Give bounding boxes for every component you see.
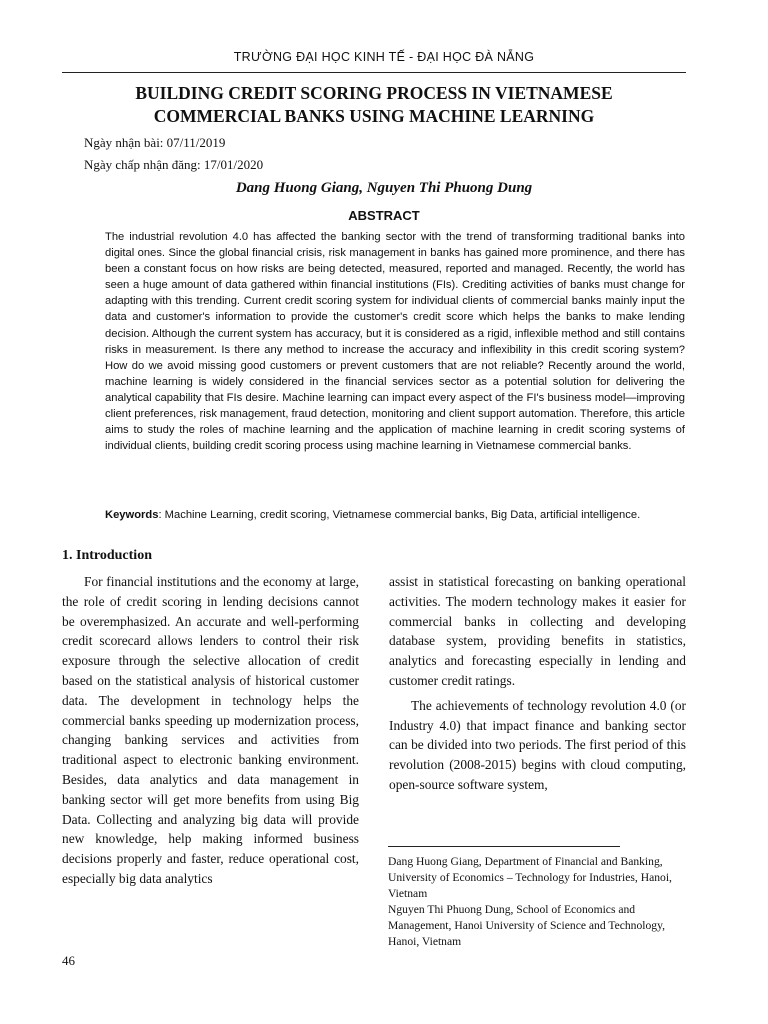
right-column [389,572,686,800]
abstract-body: The industrial revolution 4.0 has affected the banking sector with the trend of transforming traditional banks into digital ones. Since the global financial crisis, risk management in banks has gained more prominence, and there has been a constant focus on how risks are being detected, measured, reported and managed. Recently, the world has seen a huge amount of data gathered within financial institutions (FIs). Crediting activities of banks must change for adapting with this trending. Current credit scoring system for individual clients of commercial banks mainly input the data and customer's information to provide the customer's credit score which helps the banks to make lending decision. Although the current system has accuracy, but it is considered as a rigid, inflexible method and still contains risks in measurement. Is there any method to increase the accuracy and inflexibility in this credit scoring system? How do we avoid missing good customers or prevent customers that are not reliable? Recently around the world, machine learning is widely considered in the financial services sector as a potential solution for delivering the analytical capability that FIs desire. Machine learning can impact every aspect of the FI's business model—improving client preferences, risk management, fraud detection, monitoring and client support automation. Therefore, this article aims to study the roles of machine learning and the application of machine learning in credit scoring systems of individual clients, building credit scoring process using machine learning in Vietnamese commercial banks. [105,231,685,453]
keywords [105,507,685,523]
footnote-rule [388,846,620,847]
author-list: Dang Huong Giang, Nguyen Thi Phuong Dung [235,180,533,196]
keywords-text: : Machine Learning, credit scoring, Vietnamese commercial banks, Big Data, artificial intelligence. [158,509,641,521]
title-line-2: COMMERCIAL BANKS USING MACHINE LEARNING [153,106,595,126]
intro-paragraph-2: The achievements of technology revolution 4.0 (or Industry 4.0) that impact finance and banking sector can be divided into two periods. The first period of this revolution (2008-2015) begins with cloud computing, open-source software system, [389,697,686,792]
intro-paragraph-1: For financial institutions and the economy at large, the role of credit scoring in lending decisions cannot be overemphasized. An accurate and well-performing credit scorecard allows lenders to control their risk exposure through the selective allocation of credit based on the statistical analysis of historical customer data. The development in technology helps the commercial banks speeding up modernization process, changing banking services and activities from traditional aspect to electronic banking environment. Besides, data analytics and data management in banking sector will get more benefits from using Big Data. Collecting and analyzing big data will provide new knowledge, help making informed business decisions properly and faster, reduce operational cost, especially big data analytics [62,574,359,886]
left-column [62,572,359,894]
page-number: 46 [62,953,75,968]
footnotes [388,854,686,951]
accepted-date: Ngày chấp nhận đăng: 17/01/2020 [84,157,264,172]
abstract-heading: ABSTRACT [348,208,420,223]
section-heading-introduction: 1. Introduction [62,548,152,563]
keywords-label: Keywords [105,509,159,521]
submission-dates [84,132,263,176]
title-line-1: BUILDING CREDIT SCORING PROCESS IN VIETNAMESE [135,83,613,103]
paper-title [62,82,686,128]
footnote-author-1: Dang Huong Giang, Department of Financial and Banking, University of Economics – Technology for Industries, Hanoi, Vietnam [388,855,672,900]
received-date: Ngày nhận bài: 07/11/2019 [84,135,226,150]
footnote-author-2: Nguyen Thi Phuong Dung, School of Economics and Management, Hanoi University of Science and Technology, Hanoi, Vietnam [388,903,666,948]
header-rule [62,72,686,73]
intro-paragraph-continued: assist in statistical forecasting on banking operational activities. The modern technology makes it easier for commercial banks in collecting and developing database system, providing benefits in statistics, analytics and forecasting especially in lending and customer credit ratings. [389,574,686,688]
journal-header: TRƯỜNG ĐẠI HỌC KINH TẾ - ĐẠI HỌC ĐÀ NẴNG [233,50,535,64]
